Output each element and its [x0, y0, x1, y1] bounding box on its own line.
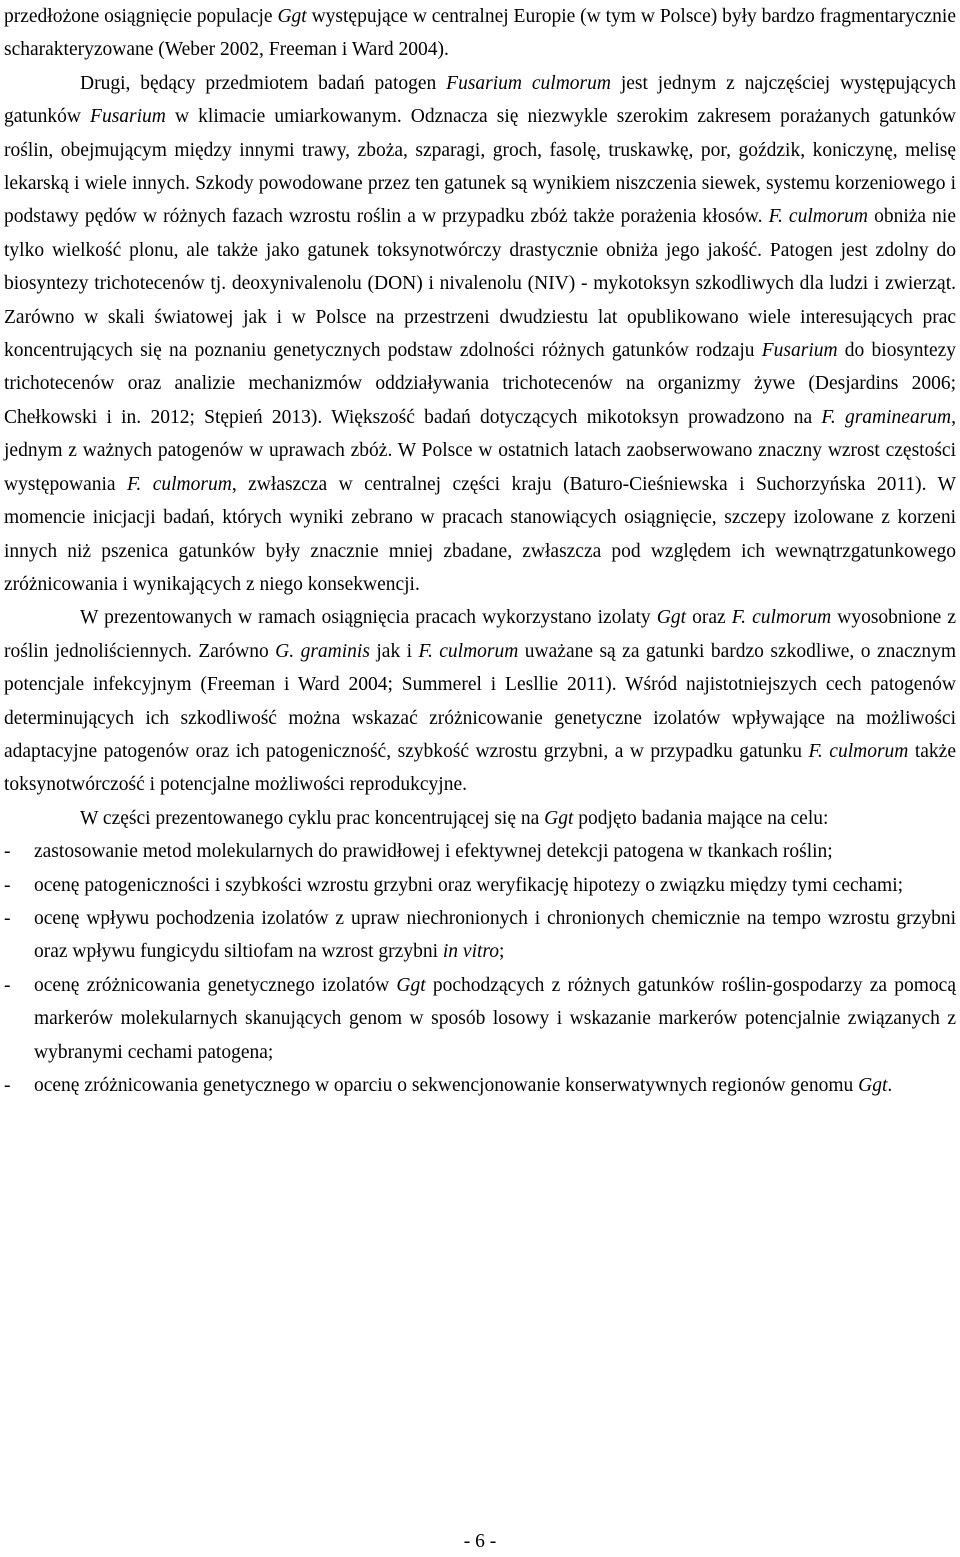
list-dash: - [4, 974, 11, 996]
italic-term: F. culmorum [731, 607, 832, 629]
document-page [4, 0, 956, 1102]
paragraph [4, 601, 956, 801]
objectives-list [4, 835, 956, 1102]
italic-term: F. culmorum [808, 740, 909, 762]
italic-term: Ggt [858, 1075, 888, 1096]
list-item [4, 835, 956, 868]
list-dash: - [4, 841, 11, 863]
list-dash: - [4, 907, 11, 929]
text-run: W prezentowanych w ramach osiągnięcia pracach wykorzystano izolaty [80, 607, 657, 629]
text-run: zastosowanie metod molekularnych do prawidłowej i efektywnej detekcji patogena w tkankach roślin; [34, 841, 833, 863]
italic-term: Ggt [656, 607, 686, 629]
text-run: jak i [369, 640, 419, 662]
italic-term: F. culmorum [127, 473, 232, 495]
text-run: , zwłaszcza w centralnej części kraju (Baturo-Cieśniewska i Suchorzyńska 2011). W momencie inicjacji badań, których wyniki zebrano w pracach stanowiących osiągnięcie, szczepy izolowane z korzeni innych niż pszenica gatunków były znacznie mniej zbadane, zwłaszcza pod względem ich wewnątrzgatunkowego zróżnicowania i wynikających z niego konsekwencji. [4, 473, 957, 595]
text-run: ocenę wpływu pochodzenia izolatów z upraw niechronionych i chronionych chemicznie na tempo wzrostu grzybni oraz wpływu fungicydu siltiofam na wzrost grzybni [34, 907, 956, 963]
text-run: jest jednym z najczęściej występujących gatunków [4, 72, 956, 128]
list-item [4, 969, 956, 1069]
italic-term: Fusarium [90, 106, 166, 128]
text-run: obniża nie tylko wielkość plonu, ale także jako gatunek toksynotwórczy drastycznie obniża jego jakość. Patogen jest zdolny do biosyntezy trichotecenów tj. deoxynivalenolu (DON) i nivalenolu (NIV) - mykotoksyn szkodliwych dla ludzi i zwierząt. Zarówno w skali światowej jak i w Polsce na przestrzeni dwudziestu lat opublikowano wiele interesujących prac koncentrujących się na poznaniu genetycznych podstaw zdolności różnych gatunków rodzaju [4, 206, 956, 362]
text-run: wyosobnione z roślin jednoliściennych. Zarówno [4, 607, 956, 662]
list-item [4, 1069, 956, 1102]
text-run: w klimacie umiarkowanym. Odznacza się niezwykle szerokim zakresem porażanych gatunków roślin, obejmującym między innymi trawy, zboża, szparagi, groch, fasolę, truskawkę, por, goździk, koniczynę, melisę lekarską i wiele innych. Szkody powodowane przez ten gatunek są wynikiem niszczenia siewek, systemu korzeniowego i podstawy pędów w różnych fazach wzrostu roślin a w przypadku zbóż także porażenia kłosów. [4, 106, 956, 228]
text-run: uważane są za gatunki bardzo szkodliwe, o znacznym potencjale infekcyjnym (Freeman i Ward 2004; Summerel i Lesllie 2011). Wśród najistotniejszych cech patogenów determinujących ich szkodliwość można wskazać zróżnicowanie genetyczne izolatów wpływające na możliwości adaptacyjne patogenów oraz ich patogeniczność, szybkość wzrostu grzybni, a w przypadku gatunku [4, 640, 956, 762]
text-run: ocenę zróżnicowania genetycznego w oparciu o sekwencjonowanie konserwatywnych regionów genomu [34, 1075, 859, 1096]
list-dash: - [4, 874, 11, 896]
text-run: ocenę patogeniczności i szybkości wzrostu grzybni oraz weryfikację hipotezy o związku między tymi cechami; [34, 874, 904, 896]
text-run: występujące w centralnej Europie (w tym w Polsce) były bardzo fragmentarycznie scharakteryzowane (Weber 2002, Freeman i Ward 2004). [4, 6, 957, 61]
text-run: Drugi, będący przedmiotem badań patogen [80, 72, 447, 94]
page-number: - 6 - [463, 1531, 497, 1552]
italic-term: Fusarium [761, 340, 838, 362]
list-item [4, 902, 956, 969]
italic-term: F. culmorum [768, 206, 868, 228]
italic-term: Ggt [277, 6, 307, 27]
italic-term: G. graminis [275, 640, 370, 662]
text-run: oraz [686, 607, 732, 629]
text-run: podjęto badania mające na celu: [573, 807, 829, 829]
italic-term: F. culmorum [418, 640, 519, 662]
text-run: . [887, 1075, 893, 1096]
italic-term: F. graminearum, [821, 406, 957, 428]
italic-term: in vitro [442, 941, 500, 963]
text-run: do biosyntezy trichotecenów oraz analizie mechanizmów oddziaływania trichotecenów na organizmy żywe (Desjardins 2006; Chełkowski i in. 2012; Stępień 2013). Większość badań dotyczących mikotoksyn prowadzono na [4, 340, 957, 428]
italic-term: Ggt [544, 807, 574, 829]
text-run: ocenę zróżnicowania genetycznego izolatów [34, 974, 397, 996]
text-run: W części prezentowanego cyklu prac koncentrującej się na [80, 807, 545, 829]
text-run: także toksynotwórczość i potencjalne możliwości reprodukcyjne. [4, 740, 956, 796]
paragraph [4, 802, 956, 835]
list-dash: - [4, 1075, 11, 1096]
paragraph [4, 67, 956, 602]
text-run: przedłożone osiągnięcie populacje [4, 6, 278, 27]
text-run: pochodzących z różnych gatunków roślin-gospodarzy za pomocą markerów molekularnych skanujących genom w sposób losowy i wskazanie markerów potencjalnie związanych z wybranymi cechami patogena; [34, 974, 956, 1063]
list-item [4, 869, 956, 902]
text-run: jednym z ważnych patogenów w uprawach zbóż. W Polsce w ostatnich latach zaobserwowano znaczny wzrost częstości występowania [4, 440, 956, 495]
text-run: ; [499, 941, 505, 963]
body-text [4, 0, 956, 835]
italic-term: Fusarium culmorum [446, 72, 611, 94]
paragraph [4, 0, 956, 67]
italic-term: Ggt [396, 974, 426, 996]
